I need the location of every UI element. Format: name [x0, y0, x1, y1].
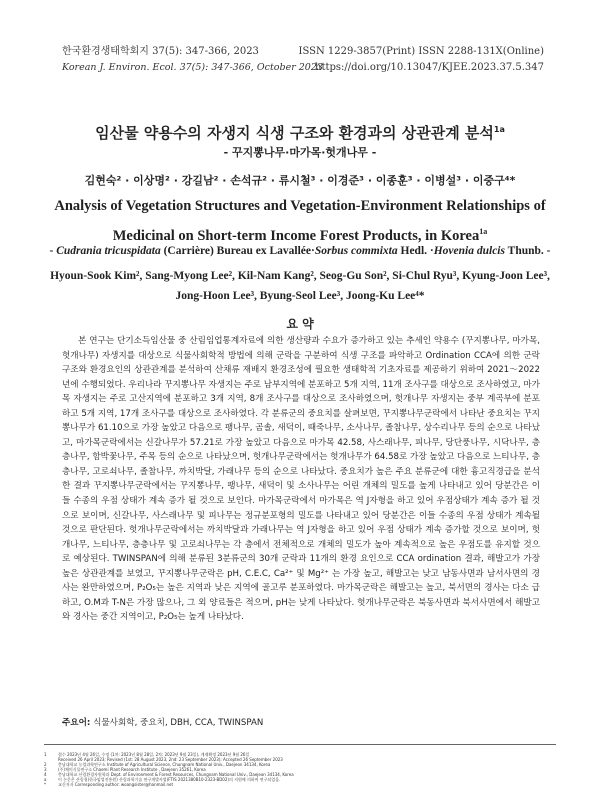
- footnote-divider: [44, 744, 556, 745]
- korean-subtitle: - 꾸지뽕나무·마가목·헛개나무 -: [223, 146, 377, 159]
- subtitle-dash: -: [49, 245, 57, 257]
- english-title: [40, 194, 560, 249]
- footnote-num: *: [44, 782, 46, 787]
- footnote-text: (주)채미식물연구소 Chaemi Plant Research Institute , Daejeon 35261, Korea: [58, 767, 206, 772]
- english-subtitle: [0, 245, 600, 257]
- korean-title-text: 임산물 약용수의 자생지 식생 구조와 환경과의 상관관계 분석: [95, 124, 494, 142]
- footnote-text: 교신저자 Corresponding author: woangsister@hanmail.net: [58, 782, 174, 787]
- footnote-item: [44, 782, 560, 787]
- footnote-text: 충남대학교 산림환경자원학과 Dept. of Environment & Forest Resources, Chungnam National Univ., Daejeon 34134, Korea: [58, 772, 294, 777]
- species-hovenia-authority: Thunb. -: [504, 245, 551, 257]
- footnote-text: 접수 2023년 4월 26일, 수정 (1차: 2023년 8월 28일, 2차: 2023년 9월 23일), 게재확정 2023년 9월 26일: [58, 752, 250, 757]
- journal-header-right: [299, 44, 544, 76]
- doi-link[interactable]: https://doi.org/10.13047/KJEE.2023.37.5.347: [315, 62, 544, 73]
- species-hovenia: Hovenia dulcis: [433, 245, 505, 257]
- issn-text: ISSN 1229-3857(Print) ISSN 2288-131X(Online): [298, 46, 544, 57]
- footnote-text: 이 논문은 산림청(한국임업진흥원) 산림과학기술 연구개발사업(FTIS 2021380B10-2323-BD02)의 지원에 의하여 연구되었음.: [58, 777, 281, 782]
- species-cudrania-authority: (Carrière) Bureau ex Lavallée·: [160, 245, 315, 257]
- keywords-list: 식물사회학, 중요치, DBH, CCA, TWINSPAN: [90, 718, 264, 728]
- english-title-sup: 1a: [479, 227, 488, 236]
- footnote-num: 4: [44, 772, 47, 777]
- species-cudrania: Cudrania tricuspidata: [56, 245, 161, 257]
- journal-name-english: Korean J. Environ. Ecol. 37(5): 347-366, October 2023: [62, 62, 323, 73]
- footnote-text: Received 26 April 2023; Revised (1st: 28 August 2023, 2nd: 23 September 2023); Accepted 26 September 2023: [58, 757, 283, 762]
- journal-name-korean: 한국환경생태학회지 37(5): 347-366, 2023: [62, 46, 259, 57]
- species-sorbus: Sorbus commixta: [314, 245, 398, 257]
- footnote-num: a: [44, 777, 47, 782]
- species-sorbus-authority: Hedl. ·: [397, 245, 434, 257]
- korean-title: [0, 122, 600, 143]
- english-title-text: Analysis of Vegetation Structures and Vegetation-Environment Relationships of Medicinal on Short-term Income Forest Products, in Korea: [54, 198, 546, 244]
- english-authors: Hyoun-Sook Kim², Sang-Myong Lee², Kil-Nam Kang², Seog-Gu Son², Si-Chul Ryu³, Kyung-Joon Lee³, Jong-Hoon Lee³, Byung-Seol Lee³, Joong-Ku Lee⁴*: [50, 270, 550, 302]
- footnote-num: 1: [44, 752, 47, 757]
- footnote-num: 3: [44, 767, 47, 772]
- abstract-body: 본 연구는 단기소득임산물 중 산림임업통계자료에 의한 생산량과 수요가 증가하고 있는 추세인 약용수 (꾸지뽕나무, 마가목, 헛개나무) 자생지를 대상으로 식물사회학적 방법에 의해 군락을 구분하여 식생 구조를 파악하고 Ordination CCA에 의한 군락구조와 환경요인의 상관관계를 분석하여 산채류 재배지 환경조성에 필요한 생태학적 기초자료를 제공하기 위하여 2021～2022년에 수행되었다. 우리나라 꾸지뽕나무 자생지는 주로 남부지역에 분포하고 5개 지역, 11개 조사구를 대상으로 조사하였고, 마가목 자생지는 주로 고산지역에 분포하고 3개 지역, 8개 조사구를 대상으로 조사하였으며, 헛개나무 자생지는 중부 계곡부에 분포하고 5개 지역, 17개 조사구를 대상으로 조사하였다. 각 분류군의 중요치를 살펴보면, 꾸지뽕나무군락에서 나타난 중요치는 꾸지뽕나무가 61.10으로 가장 높았고 다음으로 팽나무, 곰솔, 새덕이, 때죽나무, 소사나무, 졸참나무, 상수리나무 등의 순으로 나타났고, 마가목군락에서는 신갈나무가 57.21로 가장 높았고 다음으로 마가목 42.58, 사스래나무, 피나무, 당단풍나무, 시닥나무, 층층나무, 함박꽃나무, 주목 등의 순으로 나타났으며, 헛개나무군락에서는 헛개나무가 64.58로 가장 높았고 다음으로 느티나무, 층층나무, 고로쇠나무, 졸참나무, 까치박달, 가래나무 등의 순으로 나타났다. 중요치가 높은 주요 분류군에 대한 흉고직경급을 분석한 결과 꾸지뽕나무군락에서는 꾸지뽕나무, 팽나무, 새덕이 및 소사나무는 어린 개체의 밀도를 높게 나타내고 있어 당분간은 이들 수종의 우점 상태가 계속 증가 될 것으로 보인다. 마가목군락에서 마가목은 역 J자형을 하고 있어 우점상태가 계속 증가 될 것으로 보이며, 신갈나무, 사스래나무 및 피나무는 정규분포형의 밀도를 나타내고 있어 당분간은 이들 수종의 우점 상태가 계속될 것으로 판단된다. 헛개나무군락에서는 까치박달과 가래나무는 역 J자형을 하고 있어 우점 상태가 계속 증가할 것으로 보이며, 헛개나무, 느티나무, 층층나무 및 고로쇠나무는 각 층에서 전체적으로 개체의 밀도가 높아 계속적으로 높은 우점도를 유지할 것으로 예상된다. TWINSPAN에 의해 분류된 3분류군의 30개 군락과 11개의 환경 요인으로 CCA ordination 결과, 해발고가 가장 높은 상관관계를 보였고, 꾸지뽕나무군락은 pH, C.E.C, Ca²⁺ 및 Mg²⁺ 는 가장 높고, 해발고는 낮고 남동사면과 남서사면의 경사는 완만하였으며, P₂O₅는 높은 지역과 낮은 지역에 골고루 분포하였다. 마가목군락은 해발고는 높고, 북서면의 경사는 다소 급하고, O.M과 T-N은 가장 많으나, 그 외 양료들은 적으며, pH는 낮게 나타났다. 헛개나무군락은 북동사면과 북서사면에서 해발고와 경사는 중간 지역이고, P₂O₅는 높게 나타났다.: [62, 336, 540, 623]
- footnote-text: 충남대학교 농업과학연구소 Institute of Agricultural Science, Chungnam National Univ., Daejeon 34134, Korea: [58, 762, 271, 767]
- keywords-label: 주요어:: [62, 718, 91, 728]
- keywords: [62, 716, 540, 728]
- footnotes: [44, 752, 560, 787]
- footnote-num: 2: [44, 762, 47, 767]
- journal-header-left: [62, 44, 323, 76]
- abstract-heading: 요 약: [286, 317, 314, 331]
- korean-authors: 김현숙² · 이상명² · 강길남² · 손석규² · 류시철³ · 이경준³ · 이종훈³ · 이병설³ · 이중구⁴*: [84, 174, 516, 187]
- korean-title-sup: 1a: [493, 125, 505, 134]
